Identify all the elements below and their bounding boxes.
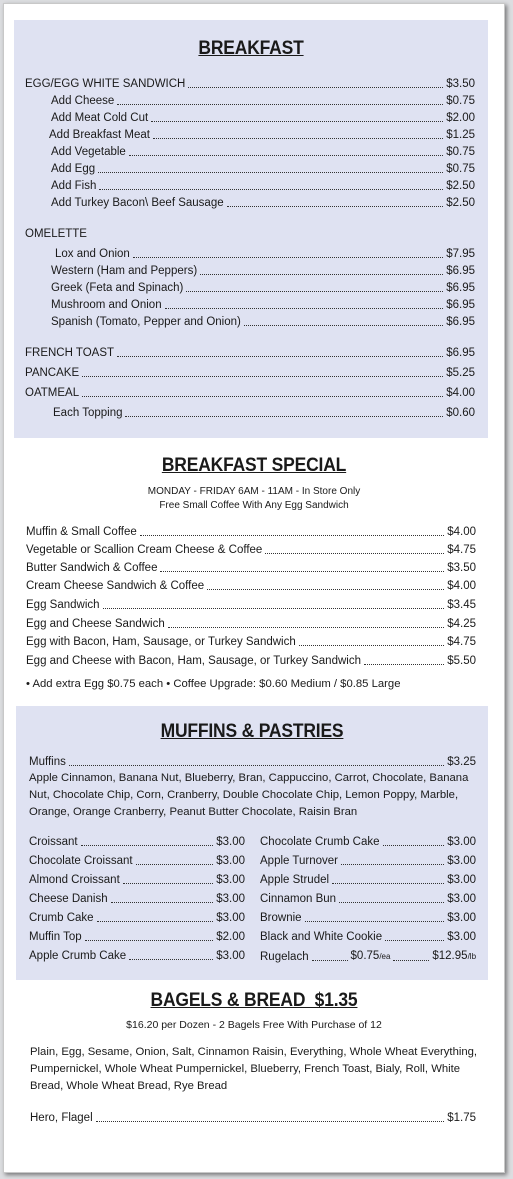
omelette-heading: OMELETTE	[25, 228, 87, 240]
special-note: • Add extra Egg $0.75 each • Coffee Upgrade: $0.60 Medium / $0.85 Large	[26, 678, 401, 690]
menu-item-omelette: Lox and Onion $7.95	[55, 248, 475, 260]
menu-item-addon: Add Turkey Bacon\ Beef Sausage $2.50	[51, 197, 475, 209]
menu-item-addon: Add Fish $2.50	[51, 180, 475, 192]
special-title: BREAKFAST SPECIAL	[161, 455, 347, 476]
muffin-flavors: Apple Cinnamon, Banana Nut, Blueberry, Bran, Cappuccino, Carrot, Chocolate, Banana Nut, Chocolate Chip, Corn, Cranberry, Double Chocolate Chip, Lemon Poppy, Marble, Orange, Orange Cranberry, Peanut Butter Chocolate, Raisin Bran	[29, 772, 469, 818]
menu-item-addon: Add Egg $0.75	[51, 163, 475, 175]
menu-item-special: Egg and Cheese Sandwich $4.25	[26, 618, 476, 630]
pastry-item: Brownie $3.00	[260, 912, 476, 924]
menu-item-omelette: Spanish (Tomato, Pepper and Onion) $6.95	[51, 316, 475, 328]
menu-item-muffins: Muffins $3.25	[29, 756, 476, 768]
menu-item-addon: Add Cheese $0.75	[51, 95, 475, 107]
pastry-item: Apple Strudel $3.00	[260, 874, 476, 886]
menu-item-egg-sandwich: EGG/EGG WHITE SANDWICH $3.50	[25, 78, 475, 90]
menu-item-omelette: Mushroom and Onion $6.95	[51, 299, 475, 311]
menu-item-addon: Add Meat Cold Cut $2.00	[51, 112, 475, 124]
pastry-item: Cheese Danish $3.00	[29, 893, 245, 905]
breakfast-panel	[14, 20, 488, 438]
pastry-item: Black and White Cookie $3.00	[260, 931, 476, 943]
special-hours: MONDAY - FRIDAY 6AM - 11AM - In Store Only	[147, 486, 361, 497]
breakfast-title: BREAKFAST	[198, 38, 304, 59]
menu-page	[3, 3, 505, 1173]
pastry-item: Chocolate Croissant $3.00	[29, 855, 245, 867]
pastry-item: Apple Turnover $3.00	[260, 855, 476, 867]
menu-item-special: Egg Sandwich $3.45	[26, 599, 476, 611]
bagels-subtitle: $16.20 per Dozen - 2 Bagels Free With Purchase of 12	[126, 1019, 382, 1031]
bagel-varieties: Plain, Egg, Sesame, Onion, Salt, Cinnamon Raisin, Everything, Whole Wheat Everything, Pumpernickel, Whole Wheat Pumpernickel, Blueberry, French Toast, Bialy, Roll, White Bread, Whole Wheat Bread, Rye Bread	[30, 1046, 478, 1092]
special-promo: Free Small Coffee With Any Egg Sandwich	[159, 500, 349, 511]
menu-item-special: Vegetable or Scallion Cream Cheese & Coffee $4.75	[26, 544, 476, 556]
menu-item-special: Egg with Bacon, Ham, Sausage, or Turkey Sandwich $4.75	[26, 636, 476, 648]
menu-item-special: Muffin & Small Coffee $4.00	[26, 526, 476, 538]
pastries-title: MUFFINS & PASTRIES	[160, 721, 344, 742]
pastry-item: Muffin Top $2.00	[29, 931, 245, 943]
pastry-item: Croissant $3.00	[29, 836, 245, 848]
pastry-item: Cinnamon Bun $3.00	[260, 893, 476, 905]
pastry-item: Apple Crumb Cake $3.00	[29, 950, 245, 962]
menu-item-topping: Each Topping $0.60	[53, 407, 475, 419]
pastry-item-rugelach: Rugelach $0.75/ea $12.95/lb	[260, 950, 477, 963]
pastry-item: Chocolate Crumb Cake $3.00	[260, 836, 476, 848]
menu-item-addon: Add Breakfast Meat $1.25	[49, 129, 475, 141]
menu-item-special: Butter Sandwich & Coffee $3.50	[26, 562, 476, 574]
menu-item-hero-flagel: Hero, Flagel $1.75	[30, 1112, 476, 1124]
menu-item-addon: Add Vegetable $0.75	[51, 146, 475, 158]
pastry-item: Crumb Cake $3.00	[29, 912, 245, 924]
pastry-item: Almond Croissant $3.00	[29, 874, 245, 886]
bagels-title: BAGELS & BREAD $1.35	[150, 990, 358, 1011]
menu-item-omelette: Greek (Feta and Spinach) $6.95	[51, 282, 475, 294]
menu-item-special: Cream Cheese Sandwich & Coffee $4.00	[26, 580, 476, 592]
menu-item-omelette: Western (Ham and Peppers) $6.95	[51, 265, 475, 277]
menu-item-pancake: PANCAKE $5.25	[25, 367, 475, 379]
menu-item-special: Egg and Cheese with Bacon, Ham, Sausage, or Turkey Sandwich $5.50	[26, 655, 476, 667]
pastries-panel	[16, 706, 488, 980]
menu-item-french-toast: FRENCH TOAST $6.95	[25, 347, 475, 359]
menu-item-oatmeal: OATMEAL $4.00	[25, 387, 475, 399]
